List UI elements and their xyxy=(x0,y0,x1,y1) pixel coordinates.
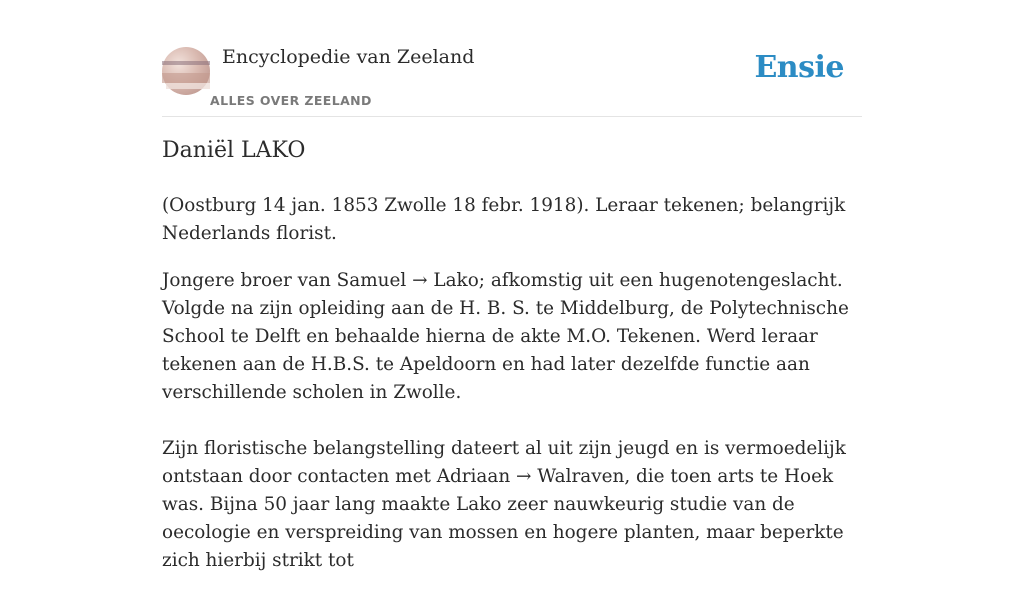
site-title-link[interactable]: Encyclopedie van Zeeland xyxy=(222,46,475,68)
article-paragraph: Jongere broer van Samuel → Lako; afkomstig uit een hugenotengeslacht. Volgde na zijn opleiding aan de H. B. S. te Middelburg, de Polytechnische School te Delft en behaalde hierna de akte M.O. Tekenen. Werd leraar tekenen aan de H.B.S. te Apeldoorn en had later dezelfde functie aan verschillende scholen in Zwolle. xyxy=(162,270,849,403)
site-subtitle: ALLES OVER ZEELAND xyxy=(210,93,372,108)
article-paragraph: (Oostburg 14 jan. 1853 Zwolle 18 febr. 1918). Leraar tekenen; belangrijk Nederlands florist. xyxy=(162,195,846,244)
site-header xyxy=(162,40,862,117)
ensie-brand-link[interactable]: Ensie xyxy=(754,50,844,85)
article-body xyxy=(162,192,862,594)
article-paragraph: Zijn floristische belangstelling dateert al uit zijn jeugd en is vermoedelijk ontstaan door contacten met Adriaan → Walraven, die toen arts te Hoek was. Bijna 50 jaar lang maakte Lako zeer nauwkeurig studie van de oecologie en verspreiding van mossen en hogere planten, maar beperkte zich hierbij strikt tot xyxy=(162,438,846,571)
article-title: Daniël LAKO xyxy=(162,138,306,163)
site-logo-avatar[interactable] xyxy=(162,47,210,95)
